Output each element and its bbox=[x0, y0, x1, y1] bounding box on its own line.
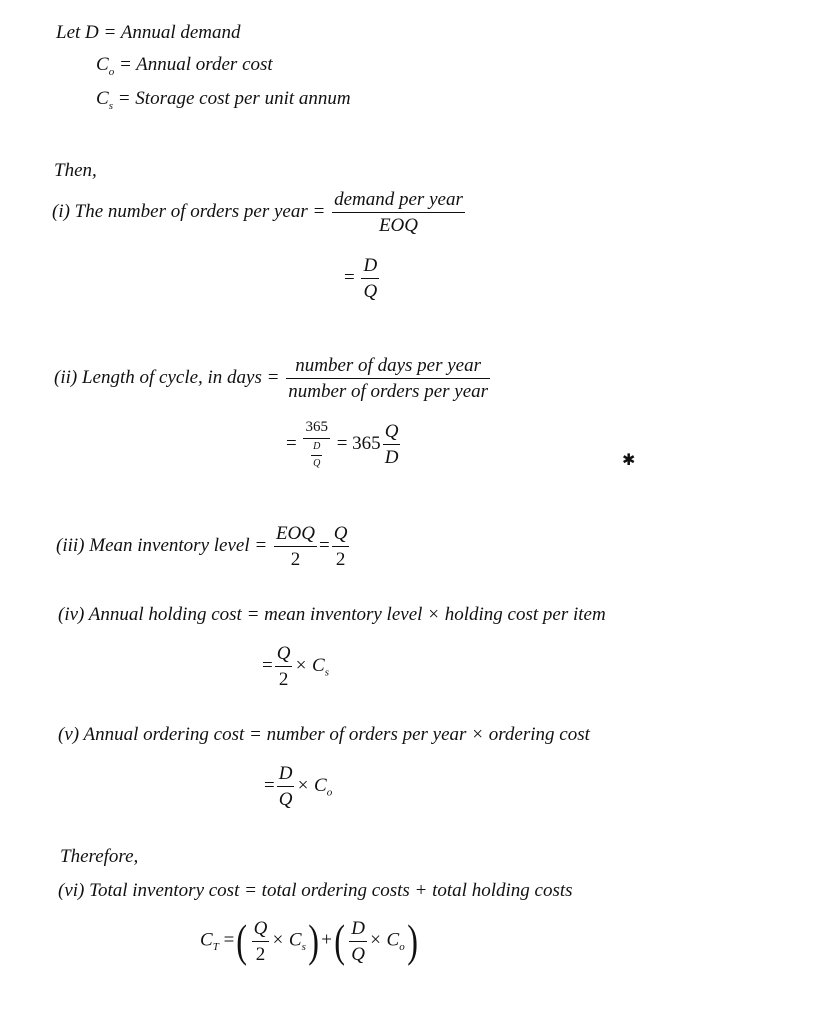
eq-vi-lhs-sub: T bbox=[212, 941, 219, 954]
eq-ii-line2: = $\frac{365}{\frac{D}{Q}}$ = 365 $\frac{Q}{D}$ bbox=[286, 419, 399, 469]
eq-v-den: Q bbox=[278, 789, 293, 810]
eq-v-label: (v) Annual ordering cost = number of orders per year × ordering cost bbox=[58, 724, 590, 745]
def-order-cost-line bbox=[96, 54, 273, 83]
eq-ii-365-over-dq bbox=[303, 420, 330, 469]
eq-vi-plus: + bbox=[321, 929, 332, 951]
eq-iv-num: Q bbox=[275, 644, 293, 667]
eq-i-line2: = $\frac{D}{Q}$ bbox=[344, 255, 378, 302]
eq-v-line2: = $\frac{D}{Q}$ × $C_o$ bbox=[264, 763, 333, 810]
scan-speck: ✱ bbox=[622, 452, 636, 469]
eq-iv-sub: s bbox=[324, 666, 329, 679]
eq-v-d-over-q bbox=[277, 764, 295, 809]
eq-i-d-over-q bbox=[361, 256, 379, 301]
therefore-label: Therefore, bbox=[60, 846, 139, 867]
eq-iii-num2: Q bbox=[332, 524, 350, 547]
def-storage-cost-line bbox=[96, 88, 351, 117]
eq-v-times: × C bbox=[296, 774, 327, 796]
eq-vi-b-den: Q bbox=[351, 943, 365, 965]
eq-ii2-inner-den: Q bbox=[313, 458, 321, 469]
eq-vi-b-num: D bbox=[349, 919, 367, 942]
eq-iv-den: 2 bbox=[278, 669, 289, 690]
eq-vi-d-over-q bbox=[349, 919, 367, 964]
eq-vi-a-num: Q bbox=[252, 919, 270, 942]
eq-vi-a-den: 2 bbox=[255, 943, 266, 965]
eq-v-sub: o bbox=[326, 786, 333, 799]
eq-ii-line1 bbox=[54, 356, 492, 401]
eq-iii-den2: 2 bbox=[335, 549, 346, 570]
eq-i-denominator: EOQ bbox=[378, 215, 418, 236]
eq-ii2-r-den: D bbox=[384, 447, 399, 468]
eq-i-numerator: demand per year bbox=[332, 190, 465, 213]
storage-cost-definition: = Storage cost per unit annum bbox=[117, 88, 351, 109]
eq-iii-q-over-2 bbox=[332, 524, 350, 569]
eq-iii-label: (iii) Mean inventory level = bbox=[56, 534, 268, 556]
let-label: Let bbox=[56, 22, 81, 43]
eq-ii-label: (ii) Length of cycle, in days = bbox=[54, 366, 280, 388]
eq-iv-times: × C bbox=[294, 654, 325, 676]
eq-ii2-r-num: Q bbox=[383, 422, 401, 445]
eq-ii2-inner-num: D bbox=[311, 442, 322, 456]
eq-i2-numerator: D bbox=[361, 256, 379, 279]
eq-iii-line: (iii) Mean inventory level = $\frac{\text{EOQ}}{2}$ = $\frac{Q}{2}$ bbox=[56, 523, 348, 570]
eq-iii-num1: EOQ bbox=[274, 524, 317, 547]
eq-vi-a-sub: s bbox=[301, 941, 306, 954]
eq-ii2-denominator bbox=[303, 439, 330, 469]
eq-ii2-mid: = 365 bbox=[336, 432, 381, 454]
eq-i2-denominator: Q bbox=[363, 281, 378, 302]
eq-v-num: D bbox=[277, 764, 295, 787]
eq-iv-label: (iv) Annual holding cost = mean inventory level × holding cost per item bbox=[58, 604, 606, 625]
eq-vi-lhs: C bbox=[200, 929, 213, 951]
demand-definition: D = Annual demand bbox=[85, 22, 241, 43]
eq-vi-b-sub: o bbox=[399, 941, 405, 954]
cs-symbol: C bbox=[96, 88, 109, 109]
eq-iii-den1: 2 bbox=[290, 549, 301, 570]
eq-i-label: (i) The number of orders per year = bbox=[52, 200, 326, 222]
eq-vi-line2: $C_T$ =( $\frac{Q}{2}$ × $C_s$) +( $\frac{D}{Q}$ × $C_o$) bbox=[200, 915, 418, 966]
eq-vi-label: (vi) Total inventory cost = total ordering costs + total holding costs bbox=[58, 880, 573, 901]
eq-ii-denominator: number of orders per year bbox=[288, 381, 489, 402]
co-subscript: o bbox=[108, 65, 115, 78]
eq-i-line1 bbox=[52, 190, 467, 235]
eq-ii-numerator: number of days per year bbox=[286, 356, 490, 379]
eq-iii-eoq-over-2 bbox=[274, 524, 317, 569]
def-demand-line bbox=[56, 22, 241, 44]
eq-ii-fraction bbox=[286, 356, 490, 401]
eq-vi-b-times: × C bbox=[368, 929, 400, 951]
eq-vi-a-times: × C bbox=[271, 929, 302, 951]
order-cost-definition: = Annual order cost bbox=[118, 54, 273, 75]
co-symbol: C bbox=[96, 54, 109, 75]
eq-vi-q-over-2 bbox=[252, 919, 270, 964]
eq-ii2-numerator: 365 bbox=[303, 420, 330, 439]
eq-iv-line2: = $\frac{Q}{2}$ × $C_s$ bbox=[262, 643, 329, 690]
eq-i-fraction bbox=[332, 190, 465, 235]
eq-ii2-inner-fraction bbox=[311, 442, 322, 469]
cs-subscript: s bbox=[108, 99, 113, 112]
eq-ii2-q-over-d bbox=[383, 422, 401, 467]
then-label: Then, bbox=[54, 160, 97, 181]
eq-iv-q-over-2 bbox=[275, 644, 293, 689]
